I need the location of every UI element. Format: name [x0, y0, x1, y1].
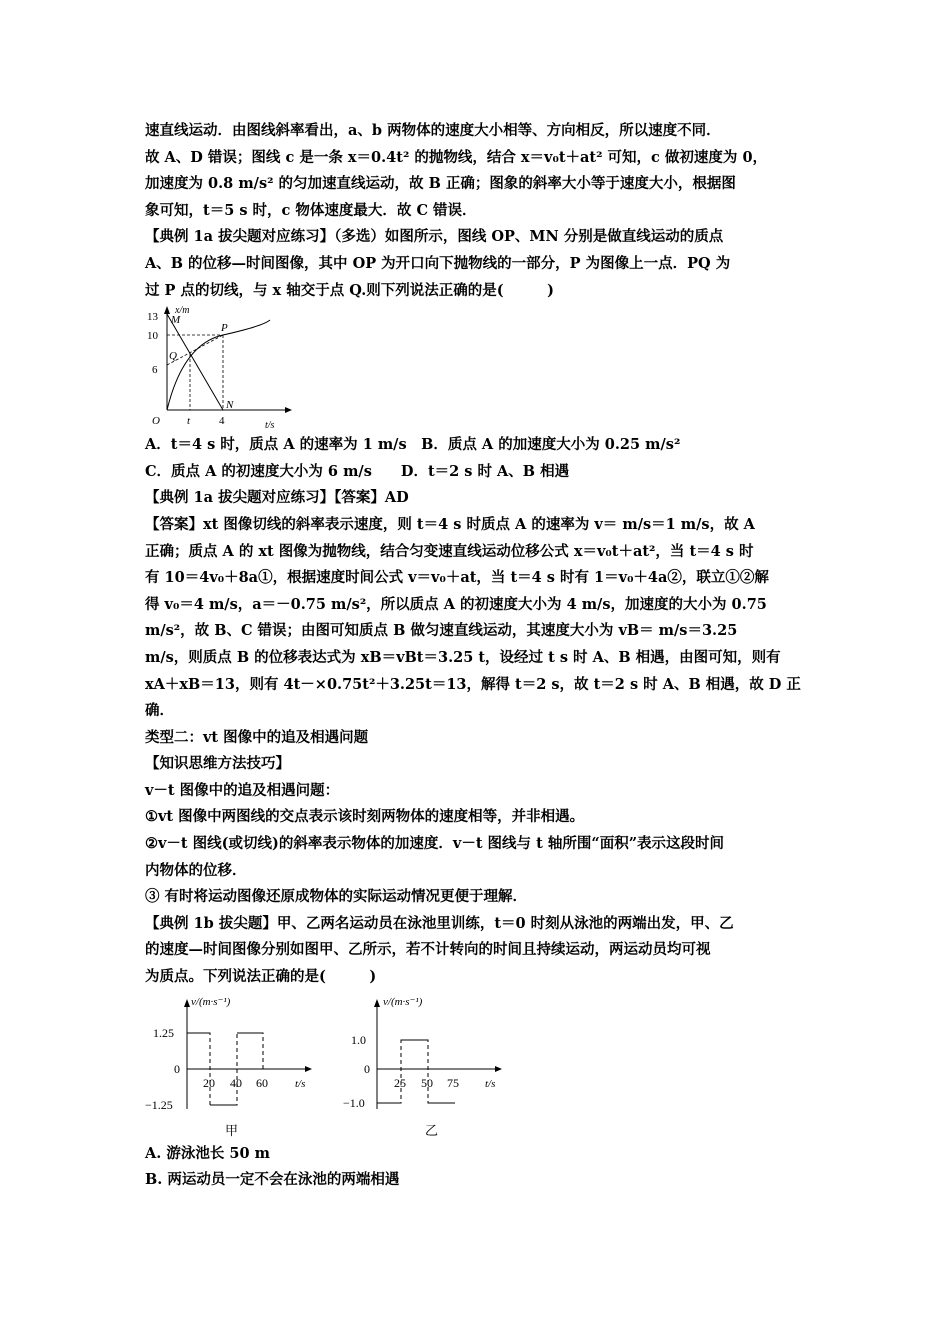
x-tick-4: 4: [219, 415, 225, 428]
yi-y-tick-2: −1.0: [343, 1095, 365, 1110]
y-axis-label: x/m: [175, 305, 190, 317]
text-line: 【答案】xt 图像切线的斜率表示速度，则 t＝4 s 时质点 A 的速率为 v＝ m/s＝1 m/s，故 A: [145, 515, 755, 533]
text-line: 有 10＝4v₀＋8a①，根据速度时间公式 v＝v₀＋at，当 t＝4 s 时有 1＝v₀＋4a②，联立①②解: [145, 569, 769, 587]
y-axis-arrow: [164, 306, 170, 314]
jia-x-tick-60: 60: [256, 1075, 268, 1090]
point-n-label: N: [226, 399, 234, 412]
origin-label: O: [152, 415, 160, 428]
y-tick-10: 10: [147, 330, 158, 343]
options-1b: [145, 1141, 810, 1194]
yi-y-label: v/(m·s⁻¹): [383, 995, 423, 1008]
x-axis-label: t/s: [265, 420, 275, 432]
text-line: 故 A、D 错误；图线 c 是一条 x＝0.4t² 的抛物线，结合 x＝v₀t＋at² 可知，c 做初速度为 0，: [145, 148, 768, 166]
text-line: 【典例 1b 拔尖题】甲、乙两名运动员在泳池里训练，t＝0 时刻从泳池的两端出发，甲、乙: [145, 914, 734, 932]
knowledge-title: 【知识思维方法技巧】: [145, 755, 290, 773]
option-line: A. 游泳池长 50 m: [145, 1144, 270, 1162]
yi-x-tick-75: 75: [447, 1075, 459, 1090]
text-line: m/s，则质点 B 的位移表达式为 xB＝vBt＝3.25 t，设经过 t s 时 A、B 相遇，由图可知，则有: [145, 648, 781, 666]
text-line: 的速度—时间图像分别如图甲、乙所示，若不计转向的时间且持续运动，两运动员均可视: [145, 941, 711, 959]
text-line: 加速度为 0.8 m/s² 的匀加速直线运动，故 B 正确；图象的斜率大小等于速度大小，根据图: [145, 175, 736, 193]
knowledge-list: [145, 778, 810, 911]
text-line: A、B 的位移—时间图像，其中 OP 为开口向下抛物线的一部分，P 为图像上一点．PQ 为: [145, 254, 731, 272]
text-line: 为质点。下列说法正确的是( ): [145, 968, 377, 986]
yi-x-tick-50: 50: [421, 1075, 433, 1090]
curve-op: [167, 320, 270, 410]
y-tick-6: 6: [152, 364, 158, 377]
yi-y-tick-1: 1.0: [351, 1032, 366, 1047]
point-p-label: P: [221, 322, 228, 335]
jia-caption: 甲: [225, 1122, 239, 1138]
graph-yi: [343, 996, 502, 1138]
text-line: 速直线运动．由图线斜率看出，a、b 两物体的速度大小相等、方向相反，所以速度不同．: [145, 122, 721, 139]
text-line: 【典例 1a 拔尖题对应练习】（多选）如图所示，图线 OP、MN 分别是做直线运动的质点: [145, 228, 724, 246]
line-mn: [167, 314, 223, 410]
point-q-label: Q: [169, 350, 177, 363]
example-1b-question: [145, 911, 810, 991]
yi-x-tick-25: 25: [394, 1075, 406, 1090]
document-page: [145, 118, 810, 1194]
jia-x-tick-20: 20: [203, 1075, 215, 1090]
figure-vt-graphs: [145, 991, 810, 1141]
yi-caption: 乙: [425, 1122, 439, 1138]
text-line: 正确；质点 A 的 xt 图像为抛物线，结合匀变速直线运动位移公式 x＝v₀t＋at²，当 t＝4 s 时: [145, 542, 754, 560]
xt-graph-svg: [145, 304, 325, 432]
text-line: 象可知，t＝5 s 时，c 物体速度最大．故 C 错误．: [145, 201, 477, 219]
text-line: ①vt 图像中两图线的交点表示该时刻两物体的速度相等，并非相遇。: [145, 808, 585, 826]
option-line: B. 两运动员一定不会在泳池的两端相遇: [145, 1171, 400, 1189]
option-line: A．t＝4 s 时，质点 A 的速率为 1 m/s B．质点 A 的加速度大小为 0.25 m/s²: [145, 436, 681, 454]
example-1a-question: [145, 224, 810, 304]
text-line: 得 v₀＝4 m/s，a＝－0.75 m/s²，所以质点 A 的初速度大小为 4 m/s，加速度的大小为 0.75: [145, 595, 767, 613]
example-1a-answer: 【典例 1a 拔尖题对应练习】【答案】AD: [145, 489, 409, 507]
jia-y-arrow: [184, 999, 190, 1007]
point-m-label: M: [171, 314, 181, 327]
option-line: C．质点 A 的初速度大小为 6 m/s D．t＝2 s 时 A、B 相遇: [145, 462, 570, 480]
jia-x-label: t/s: [295, 1077, 306, 1090]
text-line: 内物体的位移．: [145, 861, 247, 879]
figure-xt-graph: [145, 304, 810, 432]
vt-graphs-svg: [145, 991, 525, 1141]
jia-y-tick-0: 0: [174, 1061, 180, 1076]
text-line: 确．: [145, 702, 174, 720]
x-tick-t: t: [187, 415, 191, 428]
jia-y-tick-2: −1.25: [145, 1097, 173, 1112]
yi-x-arrow: [495, 1066, 502, 1072]
y-tick-13: 13: [147, 311, 158, 324]
options-1a: [145, 432, 810, 485]
text-line: v－t 图像中的追及相遇问题：: [145, 781, 340, 799]
yi-y-tick-0: 0: [364, 1061, 370, 1076]
text-line: ②v－t 图线(或切线)的斜率表示物体的加速度．v－t 图线与 t 轴所围“面积”表示这段时间: [145, 835, 725, 853]
paragraph-solution-continued: [145, 118, 810, 224]
jia-x-arrow: [305, 1066, 312, 1072]
section-title-type2: 类型二：vt 图像中的追及相遇问题: [145, 728, 369, 746]
jia-y-label: v/(m·s⁻¹): [191, 995, 231, 1008]
x-axis-arrow: [285, 407, 292, 413]
jia-y-tick-1: 1.25: [153, 1025, 174, 1040]
text-line: m/s²，故 B、C 错误；由图可知质点 B 做匀速直线运动，其速度大小为 vB＝ m/s＝3.25: [145, 622, 738, 640]
explanation-1a: [145, 512, 810, 725]
text-line: ③ 有时将运动图像还原成物体的实际运动情况更便于理解．: [145, 888, 528, 906]
yi-x-label: t/s: [485, 1077, 496, 1090]
yi-velocity-line: [377, 1040, 455, 1103]
yi-y-arrow: [374, 999, 380, 1007]
jia-x-tick-40: 40: [230, 1075, 242, 1090]
text-line: 过 P 点的切线，与 x 轴交于点 Q.则下列说法正确的是( ): [145, 281, 554, 299]
text-line: xA＋xB＝13，则有 4t－×0.75t²＋3.25t＝13，解得 t＝2 s，故 t＝2 s 时 A、B 相遇，故 D 正: [145, 675, 801, 693]
graph-jia: [145, 996, 312, 1138]
